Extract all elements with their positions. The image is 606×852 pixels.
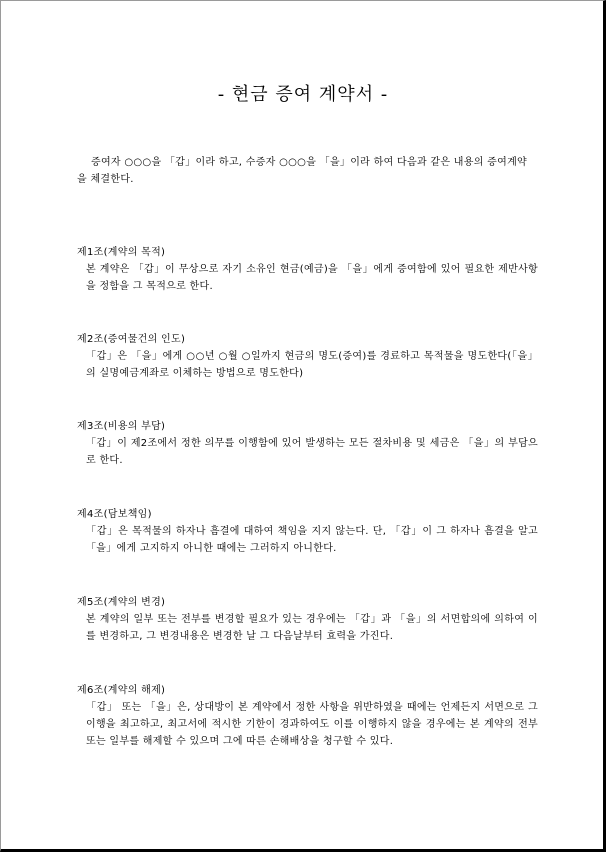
document-title: - 현금 증여 계약서 - — [217, 84, 389, 105]
article-4-heading: 제4조(담보책임) — [77, 509, 152, 520]
article-1-heading: 제1조(계약의 목적) — [77, 247, 166, 258]
article-4-body: 「갑」은 목적물의 하자나 흠결에 대하여 책임을 지지 않는다. 단, 「갑」이 그 하자나 흠결을 알고 「을」에게 고지하지 아니한 때에는 그러하지 아니한다. — [86, 526, 538, 554]
intro-paragraph: 증여자 ○○○을 「갑」이라 하고, 수증자 ○○○을 「을」이라 하여 다음과 같은 내용의 증여계약을 체결한다. — [77, 157, 527, 185]
article-2-heading: 제2조(증여물건의 인도) — [77, 334, 186, 345]
article-3-body: 「갑」이 제2조에서 정한 의무를 이행함에 있어 발생하는 모든 절차비용 및 세금은 「을」의 부담으로 한다. — [86, 438, 538, 466]
article-5-heading: 제5조(계약의 변경) — [77, 597, 166, 608]
article-6-body: 「갑」 또는 「을」은, 상대방이 본 계약에서 정한 사항을 위반하였을 때에는 언제든지 서면으로 그 이행을 최고하고, 최고서에 적시한 기한이 경과하여도 이를 이행하지 않을 경우에는 본 계약의 전부 또는 일부를 해제할 수 있으며 그에 따른 손해배상을 청구할 수 있다. — [86, 702, 538, 747]
article-2-body: 「갑」은 「을」에게 ○○년 ○월 ○일까지 현금의 명도(증여)를 경료하고 목적물을 명도한다(「을」의 실명예금계좌로 이체하는 방법으로 명도한다) — [86, 351, 538, 379]
article-1-body: 본 계약은 「갑」이 무상으로 자기 소유인 현금(예금)을 「을」에게 증여함에 있어 필요한 제반사항을 정함을 그 목적으로 한다. — [86, 264, 538, 292]
article-5-body: 본 계약의 일부 또는 전부를 변경할 필요가 있는 경우에는 「갑」과 「을」의 서면합의에 의하여 이를 변경하고, 그 변경내용은 변경한 날 그 다음날부터 효력을 가진다. — [86, 614, 538, 642]
article-6-heading: 제6조(계약의 해제) — [77, 685, 166, 696]
article-3-heading: 제3조(비용의 부담) — [77, 421, 166, 432]
